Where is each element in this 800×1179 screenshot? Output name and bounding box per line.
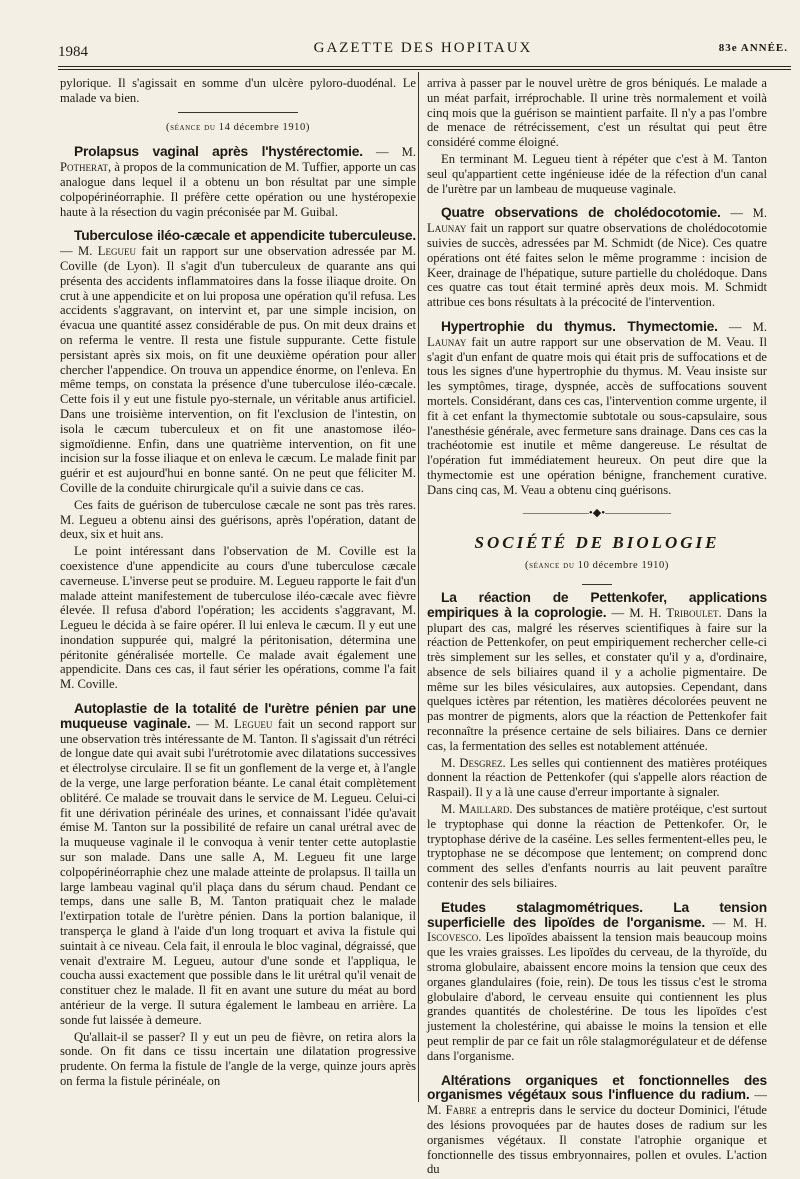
intro-paragraph: pylorique. Il s'agissait en somme d'un ulcère pyloro-duodénal. Le malade va bien. [60,76,416,105]
article-choledocotomie: Quatre observations de cholédocotomie. — M. Launay fait un rapport sur quatre observations de cholédocotomie suivies de succès, adressées par M. Schmidt (de Nice). Ces quatre opérations ont été faites selon le même programme : incision de Keer, drainage de l'hépatique, suture partielle du cholédoque. Dans ces quatre cas tout était terminé après deux mois. M. Schmidt attribue ces bons résultats à la précocité de l'intervention. [427,205,767,310]
journal-title: GAZETTE DES HOPITAUX [313,40,533,56]
paragraph: Qu'allait-il se passer? Il y eut un peu de fièvre, on retira alors la sonde. On fit dans ce tissu incertain une dilatation progressive prudente. On ferma la fistule de l'angle de la verge, quinze jours après on ferma la fistule périnéale, on [60,1029,416,1088]
article-title: Tuberculose iléo-cæcale et appendicite tuberculeuse. [74,228,416,244]
paragraph: M. Maillard. Des substances de matière protéique, c'est surtout le tryptophase qui donne la réaction de Pettenkofer. Or, le tryptophase dérive de la caséine. Les selles fermentent-elles peu, le tryptophase ne se décompose que lentement; on comprend donc comment des selles d'enfants nourris au lait peuvent paraître contenir des sels biliaires. [427,802,767,891]
author-name: Iscovesco. [427,930,482,945]
author-name: Triboulet. [666,605,722,620]
year-label: 83e ANNÉE. [718,42,788,54]
article-text: fait un rapport sur une observation adressée par M. Coville (de Lyon). Il s'agit d'un tuberculeux de quarante ans qui présenta des accidents inflammatoires dans la fosse iliaque droite. On crut à une appendicite et on lui proposa une opération qu'il refusa. Les accidents s'aggravant, on intervint et, par une simple incision, on évacua une quantité assez considérable de pus. On mit deux drains et on referma le ventre. Il resta une fistule suppurante. Cette fistule persistant après six mois, on fit une deuxième opération pour aller chercher l'appendice. On trouva un appendice énorme, on l'enleva. En même temps, on constata la présence d'une tuberculose iléo-cæcale. Cette fois il y eut une fistule pyo-sternale, un véritable anus artificiel. Dans une troisième intervention, on fit l'exclusion de l'intestin, on isola le cæcum tuberculeux et on fit une anastomose iléo-sigmoïdienne. Enfin, dans une quatrième intervention, on fit une incision sur la fosse iliaque et on enleva le cæcum. Le malade finit par guérir et est aujourd'hui en bonne santé. On ne peut que féliciter M. Coville de la conduite chirurgicale qu'il a suivie dans ce cas. [60,244,416,495]
article-title: Etudes stalagmométriques. La tension superficielle des lipoïdes de l'organisme. [427,899,767,930]
article-radium: Altérations organiques et fonctionnelles des organismes végétaux sous l'influence du radium. — M. Fabre a entrepris dans le service du docteur Dominici, l'étude des lésions provoquées par de hautes doses de radium sur les organismes végétaux. Il constate l'atrophie organique et fonctionnelle des tissus embryonnaires, pollen et ovules. L'action du [427,1072,767,1177]
right-column [427,76,767,1179]
article-pettenkofer: La réaction de Pettenkofer, applications empiriques à la coprologie. — M. H. Triboulet. Dans la plupart des cas, malgré les réserves scientifiques à faire sur la réaction de Pettenkofer, on peut empiriquement rechercher celle-ci très simplement sur les selles, et constater qu'il y a, d'ordinaire, absence de sels biliaires quand il y a acholie pigmentaire. De même sur les biles vésiculaires, aux autopsies. Cependant, dans quelques ictères par rétention, les matières décolorées peuvent ne pas montrer de pigments, alors que la réaction de Pettenkofer fait reconnaître la présence certaine de sels biliaires. Dans ce dernier cas, la fermentation des selles est notablement atténuée. [427,589,767,753]
article-text: Les lipoïdes abaissent la tension mais beaucoup moins que les vraies graisses. Les lipoïdes du cerveau, de la thyroïde, du stroma globulaire, abaissent encore moins la tension que ceux des organes glandulaires (foie, rein). De tous les tissus c'est le stroma globulaire d'abord, le cerveau ensuite qui contiennent les plus grandes quantités de cholestérine. De tous les lipoïdes c'est justement la cholestérine, qui abaisse le moins la tension et elle peut remplir de par ce fait un rôle stalagmorégulateur et de défense dans l'organisme. [427,930,767,1063]
article-thymus: Hypertrophie du thymus. Thymectomie. — M. Launay fait un autre rapport sur une observation de M. Veau. Il s'agit d'un enfant de quatre mois qui était pris de suffocations et de tous les signes d'une hypertrophie du thymus. M. Veau insiste sur les symptômes, tirage, dyspnée, accès de suffocations souvent mortels. Considérant, dans ces cas, l'intervention comme urgente, il fit à cet enfant la thymectomie subtotale ou sous-capsulaire, sous l'anesthésie générale, avec fermeture sans drainage. Dans ces cas la trachéotomie est inutile et même dangereuse. Le résultat de l'opération fut immédiatement heureux. On peut dire que la thymectomie est une opération bénigne, franchement curative. Dans cinq cas, M. Veau a obtenu cinq guérisons. [427,318,767,497]
seance-heading [60,121,416,136]
author-name: Launay [427,334,467,349]
article-autoplastie: Autoplastie de la totalité de l'urètre pénien par une muqueuse vaginale. — M. Legueu fait un second rapport sur une observation très intéressante de M. Tanton. Il s'agissait d'un rétréci de longue date qui avait subi l'urétrotomie avec dilatations successives et électrolyse circulaire. Il se fit un gonflement de la verge et, à l'angle de la verge, une large perforation béante. Le canal était complètement oblitéré. Ce malade se trouvait dans le service de M. Legueu. Celui-ci fit une dérivation périnéale des urines, et connaissant l'idée qu'avait émise M. Tanton sur la possibilité de refaire un canal urétral avec de la muqueuse vaginale il le convoqua à venir tenter cette autoplastie sur son malade. Dans une salle A, M. Legueu fit une large colpopérinéorraphie chez une malade atteinte de prolapsus. Il tailla un large lambeau vaginal qu'il plaça dans du sérum chaud. Pendant ce temps, dans une salle B, M. Tanton pratiquait chez le malade l'extirpation totale de l'urètre pénien. Dans la portion balanique, il transperça le gland à l'aide d'un long troquart et aviva la fistule qui suintait à ce niveau. Cela fait, il enroula le bloc vaginal, dégraissé, que venait d'extraire M. Legueu, autour d'une sonde et l'appliqua, le coucha aussi exactement que possible dans le lit urétral qu'il venait de constituer chez le malade. Il fit en avant une suture du méat au bord antérieur de la verge. Il sutura également le lambeau en arrière. La sonde fut laissée à demeure. [60,701,416,1027]
author-name: Legueu [234,716,273,731]
seance-heading [427,559,767,574]
article-title: Prolapsus vaginal après l'hystérectomie. [74,144,363,160]
article-title: La réaction de Pettenkofer, applications empiriques à la coprologie. [427,589,767,620]
ornament-divider: ——————•◆•—————— [522,506,672,519]
article-text: à propos de la communication de M. Tuffier, apporte un cas analogue dans lequel il a obtenu un bon résultat par une simple colpopérinéorraphie. Il préfère cette opération ou une hystéropexie haute à la résection du vagin préconisée par M. Guibal. [60,160,416,219]
seance-prefix: (séance du [166,121,216,133]
article-title: Hypertrophie du thymus. Thymectomie. [441,318,718,334]
author-name: Fabre [445,1103,477,1118]
author-name: Potherat, [60,160,112,175]
author-name: M. Maillard. [441,802,513,817]
section-rule [178,112,298,113]
article-text: fait un rapport sur quatre observations de cholédocotomie suivies de succès, adressées par M. Schmidt (de Nice). Ces quatre opérations ont été faites selon le même programme : incision de Keer, drainage de l'hépatique, suture partielle du cholédoque. Dans ces quatre cas tout était terminé après deux mois. M. Schmidt attribue ces bons résultats à la précocité de l'intervention. [427,221,767,310]
paragraph: En terminant M. Legueu tient à répéter que c'est à M. Tanton seul qu'appartient cette ingénieuse idée de la réfection d'un canal de l'urètre par un lambeau de muqueuse vaginale. [427,151,767,196]
paragraph: arriva à passer par le nouvel urètre de gros béniqués. Le malade a un méat parfait, irréprochable. Il urine très normalement et voilà cinq mois que la guérison se maintient parfaite. Il n'y a pas l'ombre de menace de rétrécissement, c'est un résultat qui peut être considéré comme éloigné. [427,76,767,150]
column-divider [418,72,419,1102]
society-heading: SOCIÉTÉ DE BIOLOGIE [474,533,720,553]
article-prolapsus: Prolapsus vaginal après l'hystérectomie. — M. Potherat, à propos de la communication de M. Tuffier, apporte un cas analogue dans lequel il a obtenu un bon résultat par une simple colpopérinéorraphie. Il préfère cette opération ou une hystéropexie haute à la résection du vagin préconisée par M. Guibal. [60,144,416,219]
page-header [58,38,788,64]
article-stalagmometrie: Etudes stalagmométriques. La tension superficielle des lipoïdes de l'organisme. — M. H. Iscovesco. Les lipoïdes abaissent la tension mais beaucoup moins que les vraies graisses. Les lipoïdes du cerveau, de la thyroïde, du stroma globulaire, abaissent encore moins la tension que ceux des organes glandulaires (foie, rein). De tous les tissus c'est le stroma globulaire d'abord, le cerveau ensuite qui contiennent les plus grandes quantités de cholestérine. De tous les lipoïdes c'est justement la cholestérine, qui abaisse le moins la tension et elle peut remplir de par ce fait un rôle stalagmorégulateur et de défense dans l'organisme. [427,899,767,1063]
seance-date: 14 décembre 1910) [218,121,310,133]
seance-prefix: (séance du [525,560,575,572]
article-tuberculose: Tuberculose iléo-cæcale et appendicite tuberculeuse. — M. Legueu fait un rapport sur une observation adressée par M. Coville (de Lyon). Il s'agit d'un tuberculeux de quarante ans qui présenta des accidents inflammatoires dans la fosse iliaque droite. On crut à une appendicite et on lui proposa une opération qu'il refusa. Les accidents s'aggravant, on intervint et, par une simple incision, on évacua une quantité assez considérable de pus. On mit deux drains et on referma le ventre. Il resta une fistule suppurante. Cette fistule persistant après six mois, on fit une deuxième opération pour aller chercher l'appendice. On trouva un appendice énorme, on l'enleva. En même temps, on constata la présence d'une tuberculose iléo-cæcale. Cette fois il y eut une fistule pyo-sternale, un véritable anus artificiel. Dans une troisième intervention, on fit l'exclusion de l'intestin, on isola le cæcum tuberculeux et on fit une anastomose iléo-sigmoïdienne. Enfin, dans une quatrième intervention, on fit une incision sur la fosse iliaque et on enleva le cæcum. Le malade finit par guérir et est aujourd'hui en bonne santé. On ne peut que féliciter M. Coville de la conduite chirurgicale qu'il a suivie dans ce cas. [60,228,416,495]
paragraph: Ces faits de guérison de tuberculose cæcale ne sont pas très rares. M. Legueu a obtenu ainsi des guérisons, après l'opération, datant de deux, six et huit ans. [60,497,416,542]
left-column [60,76,416,1091]
article-title: Altérations organiques et fonctionnelles des organismes végétaux sous l'influence du radium. [427,1072,767,1103]
article-title: Autoplastie de la totalité de l'urètre pénien par une muqueuse vaginale. [60,701,416,731]
page-number: 1984 [58,44,88,60]
author-name: Legueu [97,244,136,259]
author-name: Launay [427,221,467,236]
article-text: fait un second rapport sur une observation très intéressante de M. Tanton. Il s'agissait d'un rétréci de longue date qui avait subi l'urétrotomie avec dilatations successives et électrolyse circulaire. Il se fit un gonflement de la verge et, à l'angle de la verge, une large perforation béante. Le canal était complètement oblitéré. Ce malade se trouvait dans le service de M. Legueu. Celui-ci fit une dérivation périnéale des urines, et connaissant l'idée qu'avait émise M. Tanton sur la possibilité de refaire un canal urétral avec de la muqueuse vaginale il le convoqua à venir tenter cette autoplastie sur son malade. Dans une salle A, M. Legueu fit une large colpopérinéorraphie chez une malade atteinte de prolapsus. Il tailla un large lambeau vaginal qu'il plaça dans du sérum chaud. Pendant ce temps, dans une salle B, M. Tanton pratiquait chez le malade l'extirpation totale de l'urètre pénien. Dans la portion balanique, il transperça le gland à l'aide d'un long troquart et aviva la fistule qui suintait à ce niveau. Cela fait, il enroula le bloc vaginal, dégraissé, que venait d'extraire M. Legueu, autour d'une sonde et l'appliqua, le coucha aussi exactement que possible dans le lit urétral qu'il venait de constituer chez le malade. Il fit en avant une suture du méat au bord antérieur de la verge. Il sutura également le lambeau en arrière. La sonde fut laissée à demeure. [60,716,416,1027]
section-rule [582,584,612,585]
article-text: fait un autre rapport sur une observation de M. Veau. Il s'agit d'un enfant de quatre mois qui était pris de suffocations et de tous les signes d'une hypertrophie du thymus. M. Veau insiste sur les symptômes, tirage, dyspnée, accès de suffocations souvent mortels. Considérant, dans ces cas, l'intervention comme urgente, il fit à cet enfant la thymectomie subtotale ou sous-capsulaire, sous l'anesthésie générale, avec fermeture sans drainage. Dans ces cas la trachéotomie est inutile et même dangereuse. Le résultat de l'opération fut immédiatement heureux. On peut dire que la thymectomie est une opération bénigne, franchement curative. Dans cinq cas, M. Veau a obtenu cinq guérisons. [427,334,767,497]
article-text: a entrepris dans le service du docteur Dominici, l'étude des lésions provoquées par de hautes doses de radium sur les organismes végétaux. Il constate l'atrophie organique et fonctionnelle des tissus embryonnaires, pollen et ovules. L'action du [427,1103,767,1177]
header-rule-top [58,66,791,67]
author-name: M. Desgrez. [441,755,506,770]
paragraph: M. Desgrez. Les selles qui contiennent des matières protéiques donnent la réaction de Pettenkofer (qui s'appelle alors réaction de Raspail). Il y a là une cause d'erreur importante à signaler. [427,755,767,800]
paragraph: Le point intéressant dans l'observation de M. Coville est la coexistence d'une appendicite au cours d'une tuberculose cæcale caverneuse. L'inverse peut se produire. M. Legueu rapporte le fait d'un malade atteint manifestement de tuberculose iléo-cæcale avec fièvre élevée. Il refusa d'abord l'opération; les accidents s'aggravant, M. Legueu le décida à se faire opérer. Il lui enleva le cæcum. Il y eut une inondation suppurée qui, malgré la péritonisation, détermina une péritonite généralisée mortelle. Ce malade avait également une appendicite. Dans ces cas, il faut sérier les opérations, comme l'a fait M. Coville. [60,544,416,692]
header-rule-bottom [58,69,791,70]
seance-date: 10 décembre 1910) [577,560,669,572]
article-text: Dans la plupart des cas, malgré les réserves scientifiques à faire sur la réaction de Pettenkofer, on peut empiriquement rechercher celle-ci très simplement sur les selles, et constater qu'il y a, d'ordinaire, absence de sels biliaires quand il y a acholie pigmentaire. De même sur les biles vésiculaires, aux autopsies. Cependant, dans quelques ictères par rétention, les matières décolorées peuvent ne pas montrer de pigments, alors que la réaction de Pettenkofer fait reconnaître la présence certaine de sels biliaires. Dans ce dernier cas, la fermentation des selles est notablement atténuée. [427,605,767,753]
article-title: Quatre observations de cholédocotomie. [441,205,721,221]
